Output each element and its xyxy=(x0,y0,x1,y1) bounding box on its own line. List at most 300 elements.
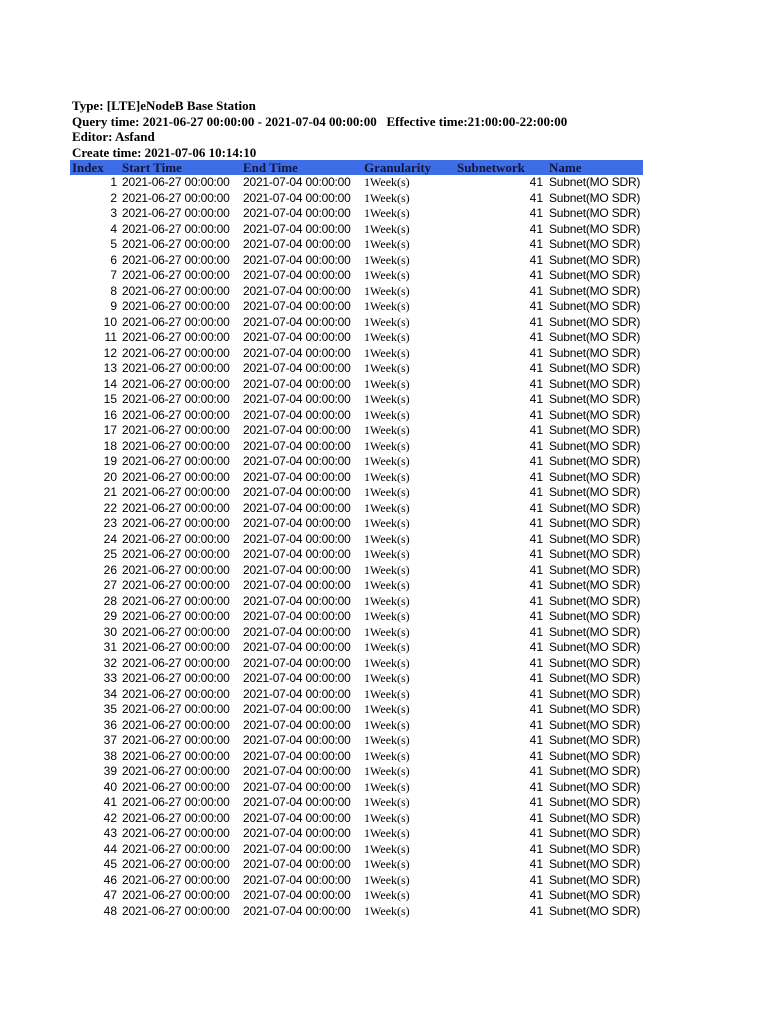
cell-granularity: 1Week(s) xyxy=(364,407,410,422)
cell-start-time: 2021-06-27 00:00:00 xyxy=(122,392,230,406)
cell-name: Subnet(MO SDR) xyxy=(549,423,641,437)
table-row xyxy=(70,408,643,424)
cell-index: 47 xyxy=(103,888,117,902)
cell-end-time: 2021-07-04 00:00:00 xyxy=(243,454,351,468)
table-row xyxy=(70,640,643,656)
cell-index: 8 xyxy=(110,283,117,298)
cell-granularity: 1Week(s) xyxy=(364,283,410,298)
table-row xyxy=(70,206,643,222)
cell-start-time: 2021-06-27 00:00:00 xyxy=(122,485,230,499)
cell-end-time: 2021-07-04 00:00:00 xyxy=(243,733,351,747)
cell-subnetwork: 41 xyxy=(529,702,543,716)
cell-index: 18 xyxy=(103,438,117,453)
cell-end-time: 2021-07-04 00:00:00 xyxy=(243,485,351,499)
header-subnetwork: Subnetwork xyxy=(457,160,525,175)
table-row xyxy=(70,780,643,796)
cell-name: Subnet(MO SDR) xyxy=(549,175,641,189)
cell-subnetwork: 41 xyxy=(529,283,543,298)
cell-end-time: 2021-07-04 00:00:00 xyxy=(243,795,351,809)
cell-index: 33 xyxy=(103,671,117,685)
cell-index: 37 xyxy=(103,733,117,747)
cell-name: Subnet(MO SDR) xyxy=(549,221,641,236)
cell-name: Subnet(MO SDR) xyxy=(549,500,641,515)
cell-granularity: 1Week(s) xyxy=(364,609,410,623)
cell-subnetwork: 41 xyxy=(529,872,543,887)
table-row xyxy=(70,547,643,563)
cell-end-time: 2021-07-04 00:00:00 xyxy=(243,190,351,205)
cell-name: Subnet(MO SDR) xyxy=(549,733,641,747)
cell-subnetwork: 41 xyxy=(529,531,543,546)
cell-name: Subnet(MO SDR) xyxy=(549,454,641,468)
cell-start-time: 2021-06-27 00:00:00 xyxy=(122,810,230,825)
cell-subnetwork: 41 xyxy=(529,469,543,484)
cell-start-time: 2021-06-27 00:00:00 xyxy=(122,578,230,592)
cell-name: Subnet(MO SDR) xyxy=(549,593,641,608)
cell-granularity: 1Week(s) xyxy=(364,671,410,685)
cell-subnetwork: 41 xyxy=(529,392,543,406)
table-row xyxy=(70,671,643,687)
cell-index: 7 xyxy=(110,268,117,282)
cell-start-time: 2021-06-27 00:00:00 xyxy=(122,872,230,887)
cell-start-time: 2021-06-27 00:00:00 xyxy=(122,268,230,282)
table-row xyxy=(70,253,643,269)
cell-granularity: 1Week(s) xyxy=(364,795,410,809)
table-row xyxy=(70,625,643,641)
cell-granularity: 1Week(s) xyxy=(364,438,410,453)
cell-start-time: 2021-06-27 00:00:00 xyxy=(122,671,230,685)
create-time: Create time: 2021-07-06 10:14:10 xyxy=(72,144,257,160)
table-row xyxy=(70,501,643,517)
table-row xyxy=(70,795,643,811)
cell-start-time: 2021-06-27 00:00:00 xyxy=(122,516,230,530)
cell-start-time: 2021-06-27 00:00:00 xyxy=(122,376,230,391)
cell-index: 13 xyxy=(103,361,117,375)
cell-start-time: 2021-06-27 00:00:00 xyxy=(122,655,230,670)
cell-granularity: 1Week(s) xyxy=(364,764,410,778)
cell-name: Subnet(MO SDR) xyxy=(549,702,641,716)
cell-subnetwork: 41 xyxy=(529,640,543,654)
cell-granularity: 1Week(s) xyxy=(364,361,410,375)
cell-start-time: 2021-06-27 00:00:00 xyxy=(122,841,230,856)
cell-index: 12 xyxy=(103,345,117,360)
table-row xyxy=(70,811,643,827)
table-row xyxy=(70,733,643,749)
cell-name: Subnet(MO SDR) xyxy=(549,624,641,639)
cell-end-time: 2021-07-04 00:00:00 xyxy=(243,609,351,623)
cell-index: 25 xyxy=(103,547,117,561)
cell-index: 11 xyxy=(104,330,117,344)
cell-granularity: 1Week(s) xyxy=(364,733,410,747)
cell-start-time: 2021-06-27 00:00:00 xyxy=(122,438,230,453)
cell-start-time: 2021-06-27 00:00:00 xyxy=(122,748,230,763)
cell-end-time: 2021-07-04 00:00:00 xyxy=(243,671,351,685)
cell-name: Subnet(MO SDR) xyxy=(549,531,641,546)
header-end-time: End Time xyxy=(243,160,298,175)
query-time: Query time: 2021-06-27 00:00:00 - 2021-07-04 00:00:00 Effective time:21:00:00-22:00:00 xyxy=(72,113,568,129)
cell-subnetwork: 41 xyxy=(529,485,543,499)
cell-start-time: 2021-06-27 00:00:00 xyxy=(122,237,230,251)
cell-granularity: 1Week(s) xyxy=(364,655,410,670)
cell-name: Subnet(MO SDR) xyxy=(549,841,641,856)
cell-granularity: 1Week(s) xyxy=(364,299,410,313)
cell-end-time: 2021-07-04 00:00:00 xyxy=(243,469,351,484)
cell-end-time: 2021-07-04 00:00:00 xyxy=(243,407,351,422)
cell-name: Subnet(MO SDR) xyxy=(549,826,641,840)
cell-index: 21 xyxy=(103,485,117,499)
cell-name: Subnet(MO SDR) xyxy=(549,686,641,701)
cell-start-time: 2021-06-27 00:00:00 xyxy=(122,469,230,484)
cell-name: Subnet(MO SDR) xyxy=(549,655,641,670)
cell-end-time: 2021-07-04 00:00:00 xyxy=(243,593,351,608)
cell-granularity: 1Week(s) xyxy=(364,268,410,282)
report xyxy=(70,98,643,919)
cell-start-time: 2021-06-27 00:00:00 xyxy=(122,702,230,716)
cell-subnetwork: 41 xyxy=(529,748,543,763)
cell-subnetwork: 41 xyxy=(529,500,543,515)
cell-start-time: 2021-06-27 00:00:00 xyxy=(122,252,230,267)
cell-end-time: 2021-07-04 00:00:00 xyxy=(243,500,351,515)
cell-start-time: 2021-06-27 00:00:00 xyxy=(122,826,230,840)
cell-start-time: 2021-06-27 00:00:00 xyxy=(122,624,230,639)
cell-index: 14 xyxy=(103,376,117,391)
cell-subnetwork: 41 xyxy=(529,345,543,360)
cell-end-time: 2021-07-04 00:00:00 xyxy=(243,686,351,701)
cell-start-time: 2021-06-27 00:00:00 xyxy=(122,547,230,561)
cell-index: 32 xyxy=(103,655,117,670)
table-row xyxy=(70,454,643,470)
cell-start-time: 2021-06-27 00:00:00 xyxy=(122,221,230,236)
cell-granularity: 1Week(s) xyxy=(364,252,410,267)
cell-index: 44 xyxy=(103,841,117,856)
cell-name: Subnet(MO SDR) xyxy=(549,764,641,778)
cell-index: 30 xyxy=(103,624,117,639)
cell-subnetwork: 41 xyxy=(529,314,543,329)
cell-end-time: 2021-07-04 00:00:00 xyxy=(243,330,351,344)
cell-start-time: 2021-06-27 00:00:00 xyxy=(122,175,230,189)
cell-start-time: 2021-06-27 00:00:00 xyxy=(122,795,230,809)
cell-granularity: 1Week(s) xyxy=(364,392,410,406)
cell-granularity: 1Week(s) xyxy=(364,547,410,561)
table-row xyxy=(70,516,643,532)
table-row xyxy=(70,377,643,393)
cell-granularity: 1Week(s) xyxy=(364,841,410,856)
cell-index: 23 xyxy=(103,516,117,530)
cell-granularity: 1Week(s) xyxy=(364,221,410,236)
cell-name: Subnet(MO SDR) xyxy=(549,888,641,902)
cell-end-time: 2021-07-04 00:00:00 xyxy=(243,640,351,654)
table-row xyxy=(70,175,643,191)
cell-name: Subnet(MO SDR) xyxy=(549,237,641,251)
cell-subnetwork: 41 xyxy=(529,671,543,685)
cell-start-time: 2021-06-27 00:00:00 xyxy=(122,206,230,220)
table-row xyxy=(70,392,643,408)
table-row xyxy=(70,888,643,904)
cell-name: Subnet(MO SDR) xyxy=(549,438,641,453)
cell-end-time: 2021-07-04 00:00:00 xyxy=(243,392,351,406)
cell-granularity: 1Week(s) xyxy=(364,686,410,701)
cell-index: 27 xyxy=(103,578,117,592)
cell-end-time: 2021-07-04 00:00:00 xyxy=(243,748,351,763)
table-row xyxy=(70,857,643,873)
cell-subnetwork: 41 xyxy=(529,376,543,391)
table-body xyxy=(70,175,643,919)
cell-name: Subnet(MO SDR) xyxy=(549,516,641,530)
cell-index: 43 xyxy=(103,826,117,840)
cell-name: Subnet(MO SDR) xyxy=(549,392,641,406)
cell-end-time: 2021-07-04 00:00:00 xyxy=(243,516,351,530)
table-row xyxy=(70,749,643,765)
cell-start-time: 2021-06-27 00:00:00 xyxy=(122,888,230,902)
cell-granularity: 1Week(s) xyxy=(364,717,410,732)
cell-start-time: 2021-06-27 00:00:00 xyxy=(122,593,230,608)
cell-subnetwork: 41 xyxy=(529,190,543,205)
cell-granularity: 1Week(s) xyxy=(364,485,410,499)
cell-index: 35 xyxy=(103,702,117,716)
table-row xyxy=(70,904,643,920)
cell-subnetwork: 41 xyxy=(529,299,543,313)
cell-index: 24 xyxy=(103,531,117,546)
table-row xyxy=(70,330,643,346)
cell-name: Subnet(MO SDR) xyxy=(549,748,641,763)
cell-index: 29 xyxy=(103,609,117,623)
cell-start-time: 2021-06-27 00:00:00 xyxy=(122,903,230,918)
cell-end-time: 2021-07-04 00:00:00 xyxy=(243,237,351,251)
table-row xyxy=(70,485,643,501)
cell-end-time: 2021-07-04 00:00:00 xyxy=(243,702,351,716)
cell-granularity: 1Week(s) xyxy=(364,702,410,716)
cell-subnetwork: 41 xyxy=(529,423,543,437)
cell-index: 31 xyxy=(103,640,117,654)
table-row xyxy=(70,826,643,842)
cell-index: 2 xyxy=(110,190,117,205)
cell-name: Subnet(MO SDR) xyxy=(549,469,641,484)
cell-start-time: 2021-06-27 00:00:00 xyxy=(122,330,230,344)
cell-end-time: 2021-07-04 00:00:00 xyxy=(243,872,351,887)
cell-subnetwork: 41 xyxy=(529,779,543,794)
cell-end-time: 2021-07-04 00:00:00 xyxy=(243,826,351,840)
cell-index: 3 xyxy=(110,206,117,220)
cell-index: 1 xyxy=(110,175,117,189)
cell-subnetwork: 41 xyxy=(529,578,543,592)
cell-granularity: 1Week(s) xyxy=(364,330,410,344)
cell-name: Subnet(MO SDR) xyxy=(549,299,641,313)
cell-subnetwork: 41 xyxy=(529,826,543,840)
report-type: Type: [LTE]eNodeB Base Station xyxy=(72,98,256,113)
table-row xyxy=(70,532,643,548)
cell-subnetwork: 41 xyxy=(529,438,543,453)
cell-name: Subnet(MO SDR) xyxy=(549,578,641,592)
cell-index: 28 xyxy=(103,593,117,608)
cell-index: 39 xyxy=(103,764,117,778)
cell-subnetwork: 41 xyxy=(529,841,543,856)
cell-index: 10 xyxy=(103,314,117,329)
cell-granularity: 1Week(s) xyxy=(364,826,410,840)
cell-end-time: 2021-07-04 00:00:00 xyxy=(243,206,351,220)
cell-subnetwork: 41 xyxy=(529,795,543,809)
cell-subnetwork: 41 xyxy=(529,624,543,639)
cell-name: Subnet(MO SDR) xyxy=(549,361,641,375)
cell-index: 19 xyxy=(103,454,117,468)
data-table xyxy=(70,160,643,919)
cell-granularity: 1Week(s) xyxy=(364,190,410,205)
cell-subnetwork: 41 xyxy=(529,609,543,623)
cell-index: 45 xyxy=(103,857,117,871)
cell-name: Subnet(MO SDR) xyxy=(549,252,641,267)
cell-name: Subnet(MO SDR) xyxy=(549,609,641,623)
cell-subnetwork: 41 xyxy=(529,175,543,189)
cell-name: Subnet(MO SDR) xyxy=(549,345,641,360)
cell-start-time: 2021-06-27 00:00:00 xyxy=(122,345,230,360)
cell-name: Subnet(MO SDR) xyxy=(549,268,641,282)
cell-index: 9 xyxy=(110,299,117,313)
cell-subnetwork: 41 xyxy=(529,764,543,778)
cell-granularity: 1Week(s) xyxy=(364,872,410,887)
cell-index: 20 xyxy=(103,469,117,484)
cell-name: Subnet(MO SDR) xyxy=(549,717,641,732)
cell-end-time: 2021-07-04 00:00:00 xyxy=(243,175,351,189)
cell-subnetwork: 41 xyxy=(529,717,543,732)
header-start-time: Start Time xyxy=(122,160,182,175)
cell-index: 40 xyxy=(103,779,117,794)
cell-start-time: 2021-06-27 00:00:00 xyxy=(122,361,230,375)
cell-start-time: 2021-06-27 00:00:00 xyxy=(122,640,230,654)
table-row xyxy=(70,873,643,889)
cell-name: Subnet(MO SDR) xyxy=(549,485,641,499)
cell-end-time: 2021-07-04 00:00:00 xyxy=(243,857,351,871)
cell-index: 17 xyxy=(103,423,117,437)
cell-name: Subnet(MO SDR) xyxy=(549,314,641,329)
table-row xyxy=(70,439,643,455)
cell-start-time: 2021-06-27 00:00:00 xyxy=(122,562,230,577)
cell-name: Subnet(MO SDR) xyxy=(549,903,641,918)
table-row xyxy=(70,718,643,734)
cell-name: Subnet(MO SDR) xyxy=(549,407,641,422)
cell-start-time: 2021-06-27 00:00:00 xyxy=(122,764,230,778)
cell-index: 42 xyxy=(103,810,117,825)
cell-subnetwork: 41 xyxy=(529,547,543,561)
cell-granularity: 1Week(s) xyxy=(364,469,410,484)
cell-granularity: 1Week(s) xyxy=(364,175,410,189)
cell-start-time: 2021-06-27 00:00:00 xyxy=(122,717,230,732)
cell-granularity: 1Week(s) xyxy=(364,423,410,437)
cell-name: Subnet(MO SDR) xyxy=(549,640,641,654)
header-index: Index xyxy=(72,160,104,175)
cell-granularity: 1Week(s) xyxy=(364,516,410,530)
table-row xyxy=(70,237,643,253)
cell-end-time: 2021-07-04 00:00:00 xyxy=(243,888,351,902)
cell-index: 34 xyxy=(103,686,117,701)
cell-granularity: 1Week(s) xyxy=(364,593,410,608)
cell-end-time: 2021-07-04 00:00:00 xyxy=(243,252,351,267)
cell-subnetwork: 41 xyxy=(529,888,543,902)
cell-granularity: 1Week(s) xyxy=(364,345,410,360)
cell-granularity: 1Week(s) xyxy=(364,562,410,577)
table-row xyxy=(70,361,643,377)
cell-index: 26 xyxy=(103,562,117,577)
cell-name: Subnet(MO SDR) xyxy=(549,779,641,794)
cell-start-time: 2021-06-27 00:00:00 xyxy=(122,283,230,298)
cell-end-time: 2021-07-04 00:00:00 xyxy=(243,717,351,732)
cell-granularity: 1Week(s) xyxy=(364,779,410,794)
cell-index: 36 xyxy=(103,717,117,732)
table-row xyxy=(70,594,643,610)
cell-name: Subnet(MO SDR) xyxy=(549,810,641,825)
cell-granularity: 1Week(s) xyxy=(364,624,410,639)
cell-end-time: 2021-07-04 00:00:00 xyxy=(243,547,351,561)
header-granularity: Granularity xyxy=(364,160,432,175)
cell-name: Subnet(MO SDR) xyxy=(549,857,641,871)
table-row xyxy=(70,578,643,594)
table-header xyxy=(70,160,643,175)
cell-end-time: 2021-07-04 00:00:00 xyxy=(243,314,351,329)
cell-end-time: 2021-07-04 00:00:00 xyxy=(243,361,351,375)
cell-end-time: 2021-07-04 00:00:00 xyxy=(243,764,351,778)
cell-start-time: 2021-06-27 00:00:00 xyxy=(122,454,230,468)
cell-end-time: 2021-07-04 00:00:00 xyxy=(243,221,351,236)
cell-subnetwork: 41 xyxy=(529,593,543,608)
cell-subnetwork: 41 xyxy=(529,562,543,577)
table-row xyxy=(70,299,643,315)
cell-end-time: 2021-07-04 00:00:00 xyxy=(243,779,351,794)
cell-granularity: 1Week(s) xyxy=(364,206,410,220)
cell-start-time: 2021-06-27 00:00:00 xyxy=(122,500,230,515)
cell-subnetwork: 41 xyxy=(529,454,543,468)
cell-start-time: 2021-06-27 00:00:00 xyxy=(122,190,230,205)
table-row xyxy=(70,191,643,207)
cell-name: Subnet(MO SDR) xyxy=(549,376,641,391)
table-row xyxy=(70,284,643,300)
table-row xyxy=(70,346,643,362)
cell-subnetwork: 41 xyxy=(529,655,543,670)
cell-name: Subnet(MO SDR) xyxy=(549,547,641,561)
cell-subnetwork: 41 xyxy=(529,252,543,267)
cell-name: Subnet(MO SDR) xyxy=(549,206,641,220)
cell-index: 41 xyxy=(103,795,117,809)
cell-name: Subnet(MO SDR) xyxy=(549,671,641,685)
table-row xyxy=(70,687,643,703)
cell-end-time: 2021-07-04 00:00:00 xyxy=(243,299,351,313)
cell-granularity: 1Week(s) xyxy=(364,748,410,763)
cell-granularity: 1Week(s) xyxy=(364,903,410,918)
cell-subnetwork: 41 xyxy=(529,221,543,236)
cell-start-time: 2021-06-27 00:00:00 xyxy=(122,314,230,329)
cell-start-time: 2021-06-27 00:00:00 xyxy=(122,733,230,747)
table-row xyxy=(70,764,643,780)
cell-name: Subnet(MO SDR) xyxy=(549,283,641,298)
cell-granularity: 1Week(s) xyxy=(364,314,410,329)
cell-granularity: 1Week(s) xyxy=(364,500,410,515)
cell-index: 5 xyxy=(110,237,117,251)
cell-index: 48 xyxy=(103,903,117,918)
cell-end-time: 2021-07-04 00:00:00 xyxy=(243,438,351,453)
cell-granularity: 1Week(s) xyxy=(364,237,410,251)
cell-start-time: 2021-06-27 00:00:00 xyxy=(122,423,230,437)
table-row xyxy=(70,470,643,486)
cell-start-time: 2021-06-27 00:00:00 xyxy=(122,686,230,701)
cell-granularity: 1Week(s) xyxy=(364,857,410,871)
table-row xyxy=(70,702,643,718)
table-row xyxy=(70,315,643,331)
cell-name: Subnet(MO SDR) xyxy=(549,330,641,344)
cell-end-time: 2021-07-04 00:00:00 xyxy=(243,268,351,282)
cell-name: Subnet(MO SDR) xyxy=(549,190,641,205)
cell-end-time: 2021-07-04 00:00:00 xyxy=(243,903,351,918)
header-name: Name xyxy=(549,160,582,175)
cell-end-time: 2021-07-04 00:00:00 xyxy=(243,562,351,577)
cell-granularity: 1Week(s) xyxy=(364,810,410,825)
table-row xyxy=(70,842,643,858)
cell-subnetwork: 41 xyxy=(529,903,543,918)
